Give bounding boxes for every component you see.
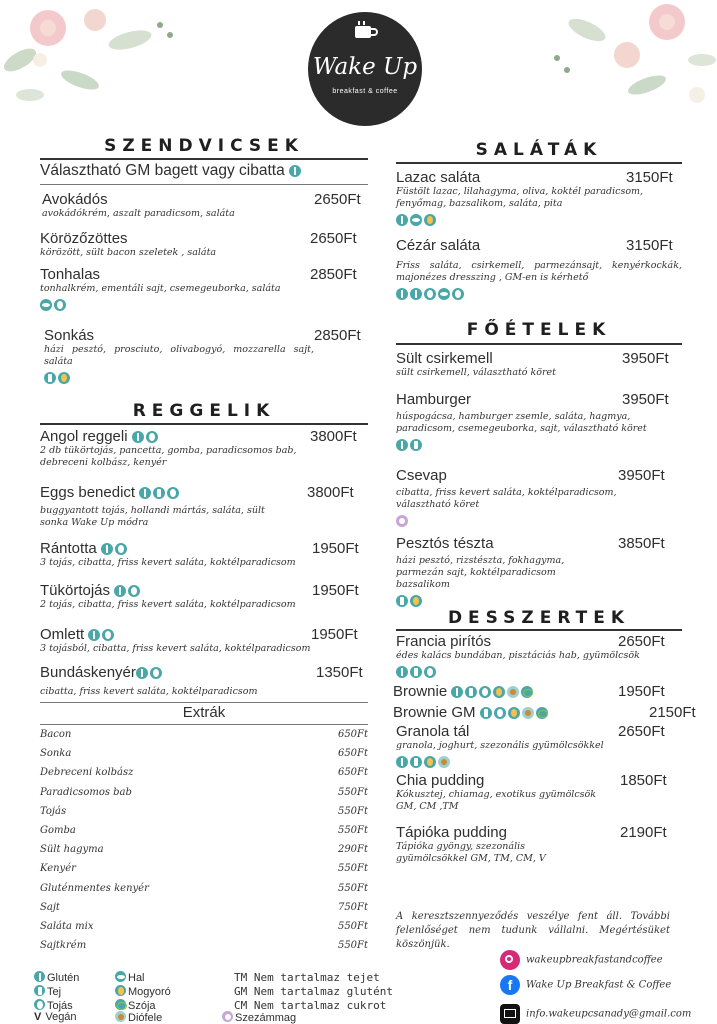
legend-mogyoro: Mogyoró xyxy=(115,985,171,998)
divider xyxy=(40,724,368,725)
gluten-icon xyxy=(136,667,148,679)
legend-cm: CM Nem tartalmaz cukrot xyxy=(234,999,387,1012)
divider xyxy=(396,629,682,631)
fish-icon xyxy=(115,971,126,982)
cross-contamination-warning: A keresztszennyeződés veszélye fent áll. További felenlőséget nem tudunk vállalni. Megértésüket köszönjük. xyxy=(396,911,670,950)
fish-icon xyxy=(438,288,450,300)
legend-diofele: Diófele xyxy=(115,1011,162,1024)
item-desc: édes kalács bundában, pisztáciás hab, gyümölcsök xyxy=(396,650,640,661)
extra-name: Sajtkrém xyxy=(40,940,87,952)
item-price: 3800Ft xyxy=(307,484,354,501)
section-title-desszertek: DESSZERTEK xyxy=(447,608,631,628)
milk-icon xyxy=(465,686,477,698)
divider xyxy=(40,702,368,703)
peanut-icon xyxy=(493,686,505,698)
item-price: 3950Ft xyxy=(622,391,669,408)
extra-row xyxy=(40,902,368,921)
fish-icon xyxy=(410,214,422,226)
extra-name: Bacon xyxy=(40,729,72,740)
peanut-icon xyxy=(424,756,436,768)
extra-name: Kenyér xyxy=(40,863,76,875)
menu-item-csevap xyxy=(396,467,682,529)
egg-icon xyxy=(150,667,162,679)
egg-icon xyxy=(424,288,436,300)
legend-szoja: Szója xyxy=(115,999,156,1012)
legend-tojas: Tojás xyxy=(34,999,73,1012)
item-name: Avokádós xyxy=(42,191,108,208)
menu-item-chia-pudding xyxy=(396,772,682,813)
gluten-icon xyxy=(396,666,408,678)
item-price: 2190Ft xyxy=(620,824,667,841)
milk-icon xyxy=(480,707,492,719)
gluten-icon xyxy=(396,756,408,768)
extra-name: Paradicsomos bab xyxy=(40,786,132,798)
menu-item-eggs-benedict xyxy=(40,484,368,529)
divider xyxy=(40,184,368,185)
item-name: Tonhalas xyxy=(40,266,101,283)
peanut-icon xyxy=(115,985,126,996)
item-price: 3800Ft xyxy=(310,428,357,445)
item-desc: 2 tojás, cibatta, friss kevert saláta, koktélparadicsom xyxy=(40,599,296,610)
menu-item-tapioka-pudding xyxy=(396,824,682,865)
soy-icon xyxy=(115,999,126,1010)
gluten-icon xyxy=(34,971,45,982)
menu-item-tukortojas xyxy=(40,582,368,611)
item-price: 1950Ft xyxy=(312,540,359,557)
item-name: Omlett xyxy=(40,626,85,643)
milk-icon xyxy=(44,372,56,384)
menu-item-cezar-salata xyxy=(396,237,682,302)
item-name: Hamburger xyxy=(396,391,472,408)
walnut-icon xyxy=(115,1011,126,1022)
fish-icon xyxy=(40,299,52,311)
legend-tej: Tej xyxy=(34,985,61,998)
divider xyxy=(396,162,682,164)
item-price: 2650Ft xyxy=(618,633,665,650)
contact-instagram[interactable]: wakeupbreakfastandcoffee xyxy=(500,950,663,970)
item-desc: 3 tojásból, cibatta, friss kevert saláta, koktélparadicsom xyxy=(40,643,311,654)
item-desc: avokádókrém, aszalt paradicsom, saláta xyxy=(42,208,235,219)
extra-row xyxy=(40,921,368,940)
extra-name: Gomba xyxy=(40,824,76,836)
milk-icon xyxy=(410,439,422,451)
coffee-cup-icon xyxy=(352,20,378,42)
milk-icon xyxy=(396,595,408,607)
contact-email[interactable]: info.wakeupcsanady@gmail.com xyxy=(500,1004,691,1024)
legend-tm: TM Nem tartalmaz tejet xyxy=(234,971,380,984)
item-name: Eggs benedict xyxy=(40,484,136,501)
gluten-icon xyxy=(88,629,100,641)
item-price: 1350Ft xyxy=(316,664,363,681)
soy-icon xyxy=(521,686,533,698)
extra-row xyxy=(40,825,368,844)
peanut-icon xyxy=(508,707,520,719)
gluten-icon xyxy=(132,431,144,443)
item-name: Angol reggeli xyxy=(40,428,128,445)
peanut-icon xyxy=(410,595,422,607)
section-title-foetelek: FŐÉTELEK xyxy=(466,320,612,340)
item-name: Pesztós tészta xyxy=(396,535,494,552)
item-desc: Tápióka gyöngy, szezonális gyümölcsökkel GM, TM, CM, V xyxy=(396,841,546,864)
item-name: Granola tál xyxy=(396,723,470,740)
sesame-icon xyxy=(222,1011,233,1022)
flower-decoration-left xyxy=(0,0,190,110)
extra-price: 550Ft xyxy=(337,786,368,798)
menu-item-francia-piritos xyxy=(396,633,682,680)
logo-name: Wake Up xyxy=(312,54,418,80)
egg-icon xyxy=(54,299,66,311)
item-desc: 3 tojás, cibatta, friss kevert saláta, koktélparadicsom xyxy=(40,557,296,568)
extra-price: 550Ft xyxy=(337,824,368,836)
menu-item-tonhalas xyxy=(40,266,368,313)
gluten-icon xyxy=(410,288,422,300)
menu-item-brownie-gm xyxy=(393,704,696,721)
gluten-icon xyxy=(396,214,408,226)
item-desc: sült csirkemell, választható köret xyxy=(396,367,556,378)
item-name: Brownie GM xyxy=(393,704,476,721)
vegan-mark: V xyxy=(34,1011,42,1023)
egg-icon xyxy=(146,431,158,443)
egg-icon xyxy=(479,686,491,698)
menu-item-lazac-salata xyxy=(396,169,682,228)
item-name: Brownie xyxy=(393,683,448,700)
item-name: Lazac saláta xyxy=(396,169,481,186)
extra-name: Saláta mix xyxy=(40,920,94,932)
extra-row xyxy=(40,767,368,786)
menu-item-rantotta xyxy=(40,540,368,569)
section-title-reggelik: REGGELIK xyxy=(132,401,276,421)
item-price: 2850Ft xyxy=(310,266,357,283)
item-price: 2650Ft xyxy=(310,230,357,247)
item-price: 2850Ft xyxy=(314,327,361,344)
item-price: 2150Ft xyxy=(649,704,696,721)
item-desc: Friss saláta, csirkemell, parmezánsajt, kenyérkockák, majonézes dresszing , GM-en is kérhető xyxy=(396,260,682,283)
extra-row xyxy=(40,883,368,902)
mail-icon xyxy=(500,1004,520,1024)
item-desc: húspogácsa, hamburger zsemle, saláta, hagmya, paradicsom, csemegeuborka, sajt, választható köret xyxy=(396,411,647,434)
gluten-icon xyxy=(289,165,301,177)
legend-vegan: V Vegán xyxy=(34,1011,77,1023)
item-desc: buggyantott tojás, hollandi mártás, saláta, sült sonka Wake Up módra xyxy=(40,505,265,528)
item-name: Tápióka pudding xyxy=(396,824,507,841)
menu-item-avokados xyxy=(42,191,370,220)
instagram-icon xyxy=(500,950,520,970)
menu-item-korozozottes xyxy=(40,230,368,259)
divider xyxy=(40,423,368,425)
gluten-icon xyxy=(139,487,151,499)
item-name: Francia pirítós xyxy=(396,633,492,650)
gluten-icon xyxy=(101,543,113,555)
milk-icon xyxy=(34,985,45,996)
item-price: 3950Ft xyxy=(622,350,669,367)
menu-item-pesztos-teszta xyxy=(396,535,682,609)
extra-price: 550Ft xyxy=(337,882,368,894)
legend-hal: Hal xyxy=(115,971,145,984)
gluten-icon xyxy=(396,288,408,300)
item-name: Sült csirkemell xyxy=(396,350,493,367)
item-name: Tükörtojás xyxy=(40,582,111,599)
extra-row xyxy=(40,844,368,863)
item-desc: Kókusztej, chiamag, exotikus gyümölcsök GM, CM ,TM xyxy=(396,789,597,812)
extra-name: Sonka xyxy=(40,748,72,760)
extra-row xyxy=(40,729,368,748)
item-name: Sonkás xyxy=(44,327,95,344)
flower-decoration-right xyxy=(527,0,717,110)
extra-price: 550Ft xyxy=(337,940,368,952)
extra-row xyxy=(40,748,368,767)
item-desc: granola, joghurt, szezonális gyümölcsökkel xyxy=(396,740,604,751)
legend-szezammag: Szezámmag xyxy=(222,1011,296,1024)
egg-icon xyxy=(128,585,140,597)
menu-item-angol-reggeli xyxy=(40,428,368,469)
item-price: 1850Ft xyxy=(620,772,667,789)
extra-name: Gluténmentes kenyér xyxy=(40,882,149,894)
menu-item-sult-csirkemell xyxy=(396,350,682,379)
legend-gm: GM Nem tartalmaz glutént xyxy=(234,985,393,998)
menu-item-granola-tal xyxy=(396,723,682,770)
item-price: 3950Ft xyxy=(618,467,665,484)
item-desc: 2 db tükörtojás, pancetta, gomba, paradicsomos bab, debreceni kolbász, kenyér xyxy=(40,445,297,468)
item-price: 2650Ft xyxy=(618,723,665,740)
gluten-icon xyxy=(451,686,463,698)
milk-icon xyxy=(153,487,165,499)
item-name: Rántotta xyxy=(40,540,97,557)
walnut-icon xyxy=(522,707,534,719)
item-desc: tonhalkrém, ementáli sajt, csemegeuborka, saláta xyxy=(40,283,281,294)
menu-item-bundaskenyer xyxy=(40,664,368,698)
extra-row xyxy=(40,806,368,825)
milk-icon xyxy=(410,666,422,678)
egg-icon xyxy=(34,999,45,1010)
extra-name: Debreceni kolbász xyxy=(40,767,134,779)
egg-icon xyxy=(115,543,127,555)
extra-price: 750Ft xyxy=(337,901,368,913)
item-name: Körözőzöttes xyxy=(40,230,128,247)
extra-price: 290Ft xyxy=(337,844,368,856)
extra-price: 650Ft xyxy=(337,729,368,740)
item-desc: cibatta, friss kevert saláta, koktélparadicsom xyxy=(40,686,258,697)
item-desc: cibatta, friss kevert saláta, koktélparadicsom, választható köret xyxy=(396,487,617,510)
item-price: 3150Ft xyxy=(626,237,673,254)
wake-up-logo xyxy=(308,12,422,126)
gluten-icon xyxy=(114,585,126,597)
sesame-icon xyxy=(396,515,408,527)
egg-icon xyxy=(102,629,114,641)
peanut-icon xyxy=(58,372,70,384)
contact-facebook[interactable]: f Wake Up Breakfast & Coffee xyxy=(500,975,671,995)
item-desc: házi pesztó, rizstészta, fokhagyma, parmezán sajt, koktélparadicsom bazsalikom xyxy=(396,555,565,590)
menu-item-brownie xyxy=(393,683,682,700)
egg-icon xyxy=(424,666,436,678)
extra-price: 650Ft xyxy=(337,767,368,779)
extra-row xyxy=(40,787,368,806)
divider xyxy=(40,158,368,160)
egg-icon xyxy=(494,707,506,719)
item-desc: Füstölt lazac, lilahagyma, oliva, koktél paradicsom, fenyőmag, bazsalikom, saláta, pita xyxy=(396,186,644,209)
logo-tagline: breakfast & coffee xyxy=(332,88,398,95)
extra-price: 650Ft xyxy=(337,748,368,760)
egg-icon xyxy=(452,288,464,300)
peanut-icon xyxy=(424,214,436,226)
section-title-szendvicsek: SZENDVICSEK xyxy=(104,136,304,156)
item-desc: körözött, sült bacon szeletek , saláta xyxy=(40,247,217,258)
extra-name: Sült hagyma xyxy=(40,844,104,856)
item-price: 1950Ft xyxy=(618,683,665,700)
item-name: Chia pudding xyxy=(396,772,485,789)
item-desc: házi pesztó, prosciuto, olivabogyó, mozzarella sajt, saláta xyxy=(44,344,314,367)
extra-row xyxy=(40,863,368,882)
item-price: 1950Ft xyxy=(311,626,358,643)
item-name: Cézár saláta xyxy=(396,237,481,254)
extra-price: 550Ft xyxy=(337,805,368,817)
extra-price: 550Ft xyxy=(337,863,368,875)
item-price: 2650Ft xyxy=(314,191,361,208)
item-price: 3850Ft xyxy=(618,535,665,552)
extra-name: Tojás xyxy=(40,805,67,817)
extra-price: 550Ft xyxy=(337,920,368,932)
milk-icon xyxy=(410,756,422,768)
extra-row xyxy=(40,940,368,959)
sandwich-intro xyxy=(40,162,368,180)
section-title-salatak: SALÁTÁK xyxy=(475,140,603,160)
egg-icon xyxy=(167,487,179,499)
legend-gluten: Glutén xyxy=(34,971,79,984)
sandwich-intro-text: Választható GM bagett vagy cibatta xyxy=(40,162,285,179)
extras-list xyxy=(40,729,368,959)
walnut-icon xyxy=(507,686,519,698)
menu-item-omlett xyxy=(40,626,368,655)
gluten-icon xyxy=(396,439,408,451)
walnut-icon xyxy=(438,756,450,768)
menu-item-hamburger xyxy=(396,391,682,453)
extras-header xyxy=(40,704,368,722)
facebook-icon: f xyxy=(500,975,520,995)
menu-item-sonkas xyxy=(44,327,361,386)
item-name: Bundáskenyér xyxy=(40,664,136,681)
item-name: Csevap xyxy=(396,467,447,484)
extra-name: Sajt xyxy=(40,901,60,913)
divider xyxy=(396,343,682,345)
section-title-extrak: Extrák xyxy=(182,704,226,721)
item-price: 3150Ft xyxy=(626,169,673,186)
soy-icon xyxy=(536,707,548,719)
item-price: 1950Ft xyxy=(312,582,359,599)
